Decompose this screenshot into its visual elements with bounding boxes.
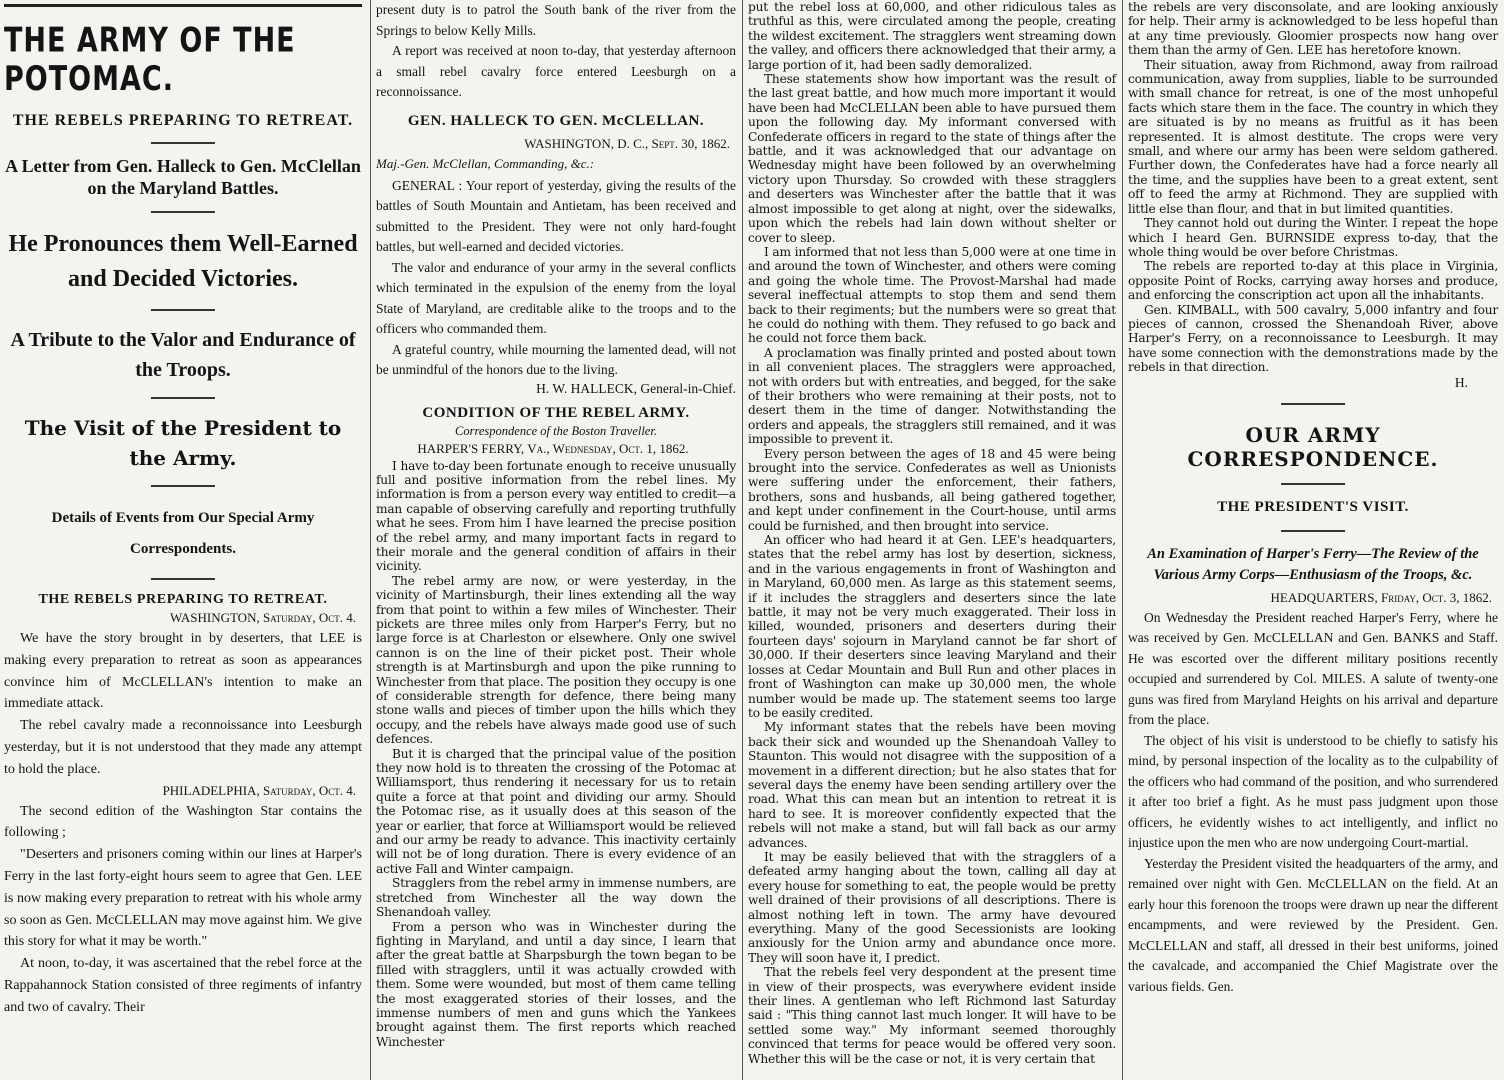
correspondent-initial: H. [1454,374,1468,390]
paragraph: A proclamation was finally printed and posted about town in all convenient places. The stragglers were approached, not with orders but with entreaties, and begged, for the sake of their brothers who were remaining at their posts, not to desert them in the time of danger. Notwithstanding the orders and appeals, the stragglers still remained, and it was impossible to prevent it. [748,345,1116,447]
paragraph: present duty is to patrol the South bank of the river from the Springs to below Kelly Mills. [376,2,736,38]
column-2 [370,0,742,1080]
section-heading: GEN. HALLECK TO GEN. McCLELLAN. [407,112,705,129]
article-body [748,0,1116,1066]
signature: H. W. HALLECK, General-in-Chief. [536,380,736,396]
divider [1281,403,1345,405]
correspondence-credit: Correspondence of the Boston Traveller. [455,423,657,438]
article-body [376,0,736,103]
headline-deck: A Letter from Gen. Halleck to Gen. McClellan on the Maryland Battles. [5,156,361,198]
paragraph: An officer who had heard it at Gen. LEE's headquarters, states that the rebel army has lost by desertion, sickness, and in the various engagements in front of Washington and in Maryland, 60,000 men. As large as this statement seems, if it includes the stragglers and deserters since the late battle, it may not be very much exaggerated. Their loss in killed, wounded, prisoners and deserters during their fourteen days' sojourn in Maryland cannot be far short of 30,000. If their deserters since leaving Maryland and their losses at Cedar Mountain and Bull Run and other places in front of Washington can make up 30,000 men, the whole number would be made up. The statement seems too large to be easily credited. [748,533,1116,720]
dateline: HARPER'S FERRY, Va., Wednesday, Oct. 1, 1862. [417,440,689,456]
paragraph: It may be easily believed that with the stragglers of a defeated army hanging about the town, calling all day at every house for something to eat, the people would be pretty well drained of their provisions of all descriptions. There is almost nothing left in town. The army have devoured everything. Many of the good Secessionists are looking anxiously for the Union army and abundance once more. They will soon have it, I predict. [748,849,1116,965]
paragraph: I have to-day been fortunate enough to receive unusually full and positive information from the rebel lines. My information is from a person every way entitled to credit—a man capable of observing carefully and reporting truthfully what he sees. From him I have learned the precise position of the rebel army, and many important facts in regard to their morale and the general condition of affairs in their vicinity. [376,458,736,574]
headline-deck: He Pronounces them Well-Earned and Decided Victories. [8,231,358,293]
paragraph: We have the story brought in by deserters, that LEE is making every preparation to retreat as soon as appearances convince him of McCLELLAN's intention to make an immediate attack. [4,630,362,712]
paragraph: At noon, to-day, it was ascertained that the rebel force at the Rappahannock Station consisted of three regiments of infantry and two of cavalry. Their [4,956,362,1015]
article-subhead: THE PRESIDENT'S VISIT. [1217,498,1409,515]
column-4 [1122,0,1504,1080]
paragraph: From a person who was in Winchester during the fighting in Maryland, and until a day since, I learn that after the great battle at Sharpsburgh the town began to be filled with stragglers, until it was actually crowded with them. Some were wounded, but most of them came telling the most exaggerated stories of their losses, and the immense numbers of men and guns which the Yankees brought against them. The first reports which reached Winchester [376,919,736,1049]
paragraph: But it is charged that the principal value of the position they now hold is to threaten the crossing of the Potomac at Williamsport, thus rendering it necessary for us to retain quite a force at that point and dividing our army. Should the Potomac rise, as it usually does at this season of the year or earlier, that force at Williamsport would be relieved and our army be ready to advance. This inactivity certainly will not be of long duration. There is every evidence of an active Fall and Winter campaign. [376,746,736,876]
paragraph: They cannot hold out during the Winter. I repeat the hope which I heard Gen. BURNSIDE express to-day, that the whole thing would be over before Christmas. [1128,216,1498,259]
headline-deck: THE REBELS PREPARING TO RETREAT. [12,112,354,129]
paragraph: The rebel cavalry made a reconnoissance into Leesburgh yesterday, but it is not understood that they made any attempt to hold the place. [4,718,362,777]
section-heading: CONDITION OF THE REBEL ARMY. [422,404,690,421]
article-subhead: THE REBELS PREPARING TO RETREAT. [38,591,328,607]
masthead: THE ARMY OF THE POTOMAC. [4,21,296,99]
paragraph: put the rebel loss at 60,000, and other ridiculous tales as truthful as this, were circulated among the people, creating the wildest excitement. The stragglers went streaming down the valley, and officers there acknowledged that their army, a large portion of it, had been sadly demoralized. [748,0,1116,72]
paragraph: The rebel army are now, or were yesterday, in the vicinity of Martinsburgh, their lines extending all the way from that point to within a few miles of Winchester. Their pickets are three miles only from Harper's Ferry, but no large force is at Charleston or elsewhere. Only one swivel cannon is on the line of their picket post. Their whole strength is at Martinsburgh and upon the pike running to Winchester from that place. The position they occupy is one of considerable strength for defence, there being many stone walls and pieces of timber upon the hills which they occupy, and the rebels have always made good use of such defences. [376,573,736,747]
headline-deck: Details of Events from Our Special Army Correspondents. [51,509,315,558]
paragraph: A grateful country, while mourning the lamented dead, will not be unmindful of the honors due to the living. [376,341,736,377]
paragraph: A report was received at noon to-day, that yesterday afternoon a small rebel cavalry force entered Leesburgh on a reconnoissance. [376,43,736,99]
divider [151,309,215,311]
headline-deck: The Visit of the President to the Army. [24,415,342,470]
dateline: PHILADELPHIA, Saturday, Oct. 4. [162,782,356,798]
paragraph: The second edition of the Washington Star contains the following ; [4,803,362,841]
article-body [4,801,362,1019]
article-body [1128,608,1498,998]
dateline: WASHINGTON, Saturday, Oct. 4. [170,609,356,625]
divider [151,142,215,144]
paragraph: Gen. KIMBALL, with 500 cavalry, 5,000 infantry and four pieces of cannon, crossed the Shenandoah River, above Harper's Ferry, on a reconnoissance to Leesburgh. It may have some connection with the demonstrations made by the rebels in that direction. [1128,302,1498,375]
divider [151,578,215,580]
divider [1281,483,1345,485]
paragraph: "Deserters and prisoners coming within our lines at Harper's Ferry in the last forty-eight hours seem to agree that Gen. LEE is now making every preparation to retreat with his whole army so soon as Gen. McCLELLAN may move against him. We give this story for what it may be worth." [4,847,362,950]
column-1 [0,0,370,1080]
divider [151,397,215,399]
dateline: HEADQUARTERS, Friday, Oct. 3, 1862. [1270,589,1492,605]
paragraph: Their situation, away from Richmond, away from railroad communication, away from supplies, liable to be surrounded with small chance for retreat, is one of the most unhopeful facts which stare them in the face. The country in which they are situated is by no means as fruitful as it has been represented. It is almost destitute. The crops were very small, and where our army has been were seldom gathered. Further down, the Confederates have had a force nearly all the time, and the supplies have been to a great extent, sent off to feed the army at Richmond. They are supplied with little else than flour, and that in but limited quantities. [1128,57,1498,216]
divider [151,211,215,213]
paragraph: Stragglers from the rebel army in immense numbers, are stretched from Winchester all the way down the Shenandoah valley. [376,876,736,920]
divider [1281,530,1345,532]
dateline: WASHINGTON, D. C., Sept. 30, 1862. [524,135,730,151]
article-body [376,459,736,1050]
paragraph: That the rebels feel very despondent at the present time in view of their prospects, was everywhere evident inside their lines. A gentleman who left Richmond last Saturday said : "This thing cannot last much longer. It will have to be settled some way." My informant seemed thoroughly convinced that terms for peace would be offered very soon. Whether this will be the case or not, it is very certain that [748,965,1116,1066]
letter-body [376,176,736,381]
paragraph: Yesterday the President visited the headquarters of the army, and remained over night with Gen. McCLELLAN on the field. At an early hour this forenoon the troops were drawn up near the different encampments, and were reviewed by the President. Gen. McCLELLAN and staff, all dressed in their best uniforms, joined the cavalcade, and accompanied the Chief Magistrate over the various fields. Gen. [1128,855,1498,994]
divider [151,485,215,487]
salutation: Maj.-Gen. McClellan, Commanding, &c.: [376,155,595,171]
paragraph: On Wednesday the President reached Harper's Ferry, where he was received by Gen. McCLELLAN and Gen. BANKS and Staff. He was escorted over the different military positions recently occupied and surrendered by Col. MILES. A salute of twenty-one guns was fired from Maryland Heights on his arrival and departure from the place. [1128,609,1498,728]
paragraph: These statements show how important was the result of the last great battle, and how much more important it would have been had McCLELLAN been able to have pursued them upon the following day. My informant conversed with Confederate officers in regard to the state of things after the battle, and it was acknowledged that our advantage on Wednesday might have been followed by an overwhelming victory upon Thursday. So crowded with these stragglers and deserters was Winchester after the battle that it was almost impossible to get along at night, over the sidewalks, upon which the rebels had lain down without shelter or cover to sleep. [748,72,1116,245]
article-body [1128,0,1498,375]
column-3 [742,0,1122,1080]
headline-deck: A Tribute to the Valor and Endurance of the Troops. [10,328,356,381]
paragraph: Every person between the ages of 18 and 45 were being brought into the service. Confederates as well as Unionists were suffering under the enforcement, their fathers, brothers, sons and husbands, all being gathered together, and kept under confinement in the Court-house, until arms could be furnished, and then brought into service. [748,446,1116,533]
paragraph: the rebels are very disconsolate, and are looking anxiously for help. Their army is acknowledged to be less hopeful than at any time previously. Gloomier prospects now hang over them than the army of Gen. LEE has heretofore known. [1128,0,1498,58]
article-body [4,628,362,781]
paragraph: I am informed that not less than 5,000 were at one time in and around the town of Winchester, and others were coming and going the whole time. The Provost-Marshal had made several ineffectual attempts to stop them and send them back to their regiments; but the numbers were so great that he could do nothing with them. They refused to go back and he could not force them back. [748,244,1116,346]
paragraph: The rebels are reported to-day at this place in Virginia, opposite Point of Rocks, carrying away horses and produce, and enforcing the conscription act upon all the inhabitants. [1128,259,1498,303]
paragraph: GENERAL : Your report of yesterday, giving the results of the battles of South Mountain and Antietam, has been received and submitted to the President. They were not only hard-fought battles, but well-earned and decided victories. [376,177,736,254]
paragraph: The valor and endurance of your army in the several conflicts which terminated in the expulsion of the enemy from the loyal State of Maryland, are creditable alike to the troops and to the officers who commanded them. [376,259,736,336]
paragraph: My informant states that the rebels have been moving back their sick and wounded up the Shenandoah Valley to Staunton. This would not disagree with the supposition of a movement in a different direction; but he also states that for several days the enemy have been sending artillery over the road. What this can mean but an intention to retreat it is hard to see. It is moreover confidently expected that the rebels will not make a stand, but will fall back as our army advances. [748,720,1116,850]
paragraph: The object of his visit is understood to be chiefly to satisfy his mind, by personal inspection of the locality as to the culpability of the officers who had command of the position, and who surrendered it after too brief a fight. As he must pass judgment upon those officers, he evidently wishes to act intelligently, and inflict no injustice upon the men who are now undergoing Court-martial. [1128,732,1498,851]
section-heading: OUR ARMY CORRESPONDENCE. [1187,422,1439,471]
masthead-rule [4,4,362,7]
headline-deck: An Examination of Harper's Ferry—The Review of the Various Army Corps—Enthusiasm of the Troops, &c. [1147,545,1479,583]
